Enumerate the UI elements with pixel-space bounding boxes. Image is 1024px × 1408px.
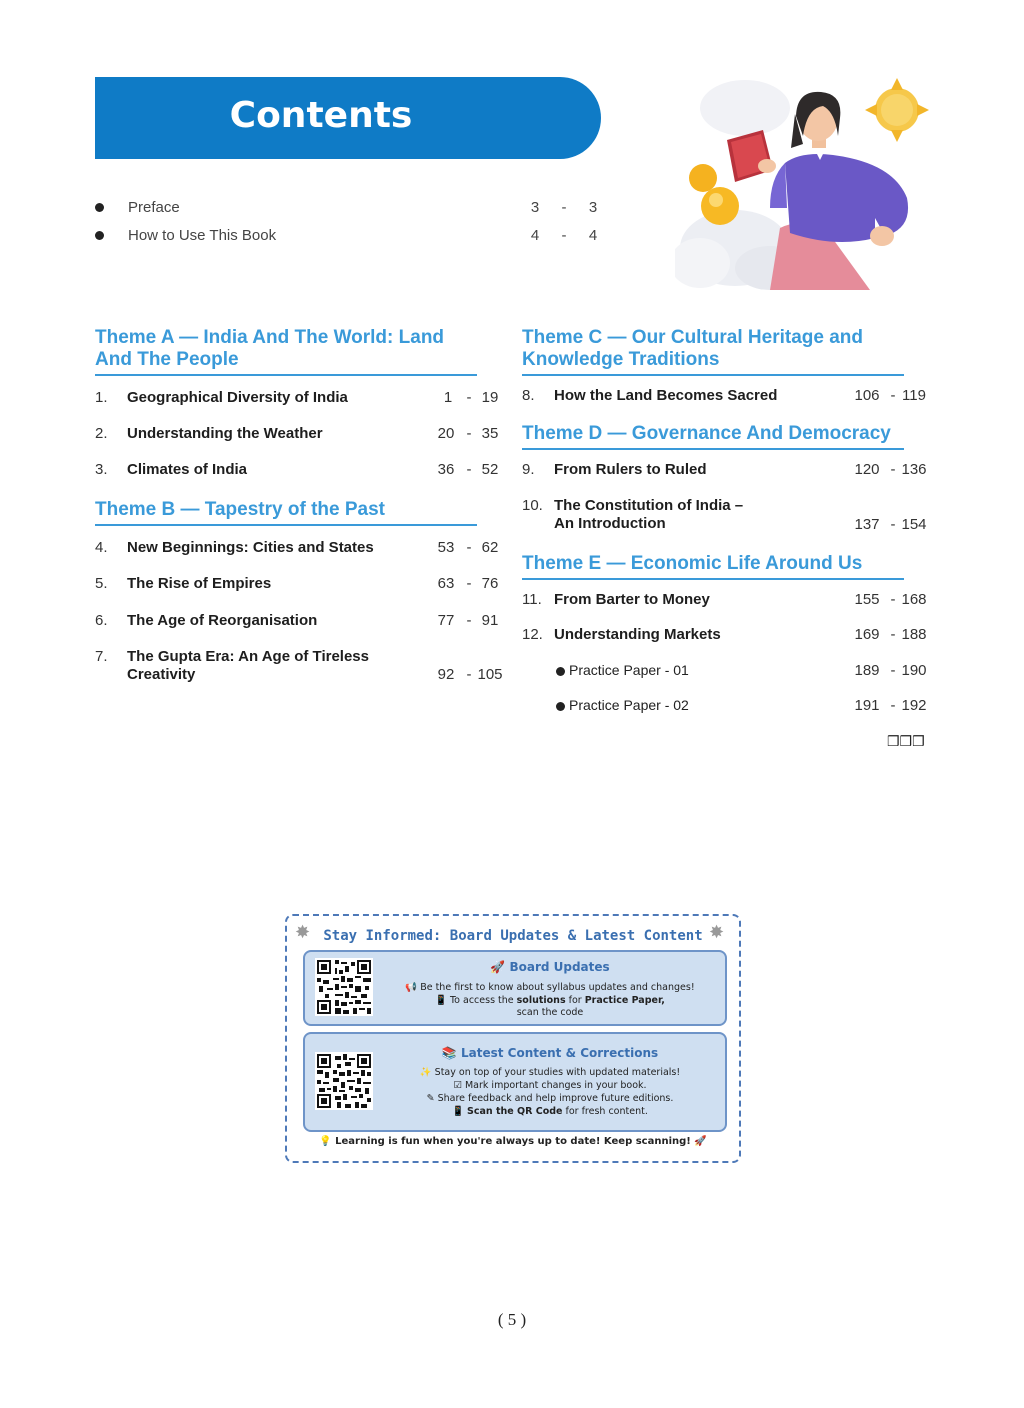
page-start: 4 — [530, 227, 540, 244]
chapter-row-11[interactable]: 11. From Barter to Money 155 - 168 — [522, 591, 927, 608]
page-end: 4 — [588, 227, 598, 244]
latest-content-card — [303, 1032, 727, 1132]
sun-icon — [865, 78, 929, 142]
prelim-row — [95, 195, 598, 221]
chapter-row-1[interactable]: 1. Geographical Diversity of India 1 - 19 — [95, 389, 499, 406]
party-popper-icon: ✸ — [295, 922, 311, 942]
practice-label: Practice Paper - 01 — [569, 662, 689, 678]
chapter-number: 4. — [95, 539, 108, 556]
contents-banner — [95, 77, 601, 159]
party-popper-icon: ✸ — [709, 922, 725, 942]
chapter-title: The Rise of Empires — [127, 575, 272, 592]
chapter-number: 6. — [95, 612, 108, 629]
theme-heading-c: Theme C — Our Cultural Heritage and Knowledge Traditions — [522, 327, 904, 376]
page-sep: - — [561, 227, 567, 244]
chapter-number: 1. — [95, 389, 108, 406]
card-text: ✨ Stay on top of your studies with updated materials! — [419, 1067, 681, 1078]
board-updates-card — [303, 950, 727, 1026]
bullet-icon — [95, 203, 104, 212]
card-text: 📢 Be the first to know about syllabus updates and changes! — [405, 982, 695, 993]
practice-paper-row[interactable]: Practice Paper - 01 189 - 190 — [522, 662, 928, 702]
page-title: Contents — [229, 95, 413, 136]
chapter-row-5[interactable]: 5. The Rise of Empires 63 - 76 — [95, 575, 499, 592]
chapter-title: From Barter to Money — [554, 591, 710, 608]
stay-informed-box — [285, 914, 741, 1163]
chapter-row-2[interactable]: 2. Understanding the Weather 20 - 35 — [95, 425, 499, 442]
chapter-row-12[interactable]: 12. Understanding Markets 169 - 188 — [522, 626, 927, 643]
chapter-title: Geographical Diversity of India — [127, 389, 348, 406]
prelim-label: How to Use This Book — [128, 227, 277, 244]
prelim-row — [95, 223, 598, 249]
chapter-number: 3. — [95, 461, 108, 478]
chapter-row-3[interactable]: 3. Climates of India 36 - 52 — [95, 461, 499, 478]
chapter-title: The Constitution of India – An Introduction — [554, 497, 744, 532]
theme-heading-d: Theme D — Governance And Democracy — [522, 423, 904, 450]
bullet-icon — [556, 667, 565, 676]
theme-heading-b: Theme B — Tapestry of the Past — [95, 499, 477, 526]
chapter-number: 12. — [522, 626, 543, 643]
chapter-title: The Gupta Era: An Age of Tireless Creativity — [127, 648, 369, 683]
page-sep: - — [561, 199, 567, 216]
chapter-number: 9. — [522, 461, 535, 478]
chapter-title: Understanding Markets — [554, 626, 721, 643]
chapter-number: 5. — [95, 575, 108, 592]
chapter-title: Understanding the Weather — [127, 425, 323, 442]
card-text: ☑ Mark important changes in your book. — [453, 1080, 647, 1091]
card-text: scan the code — [516, 1007, 584, 1018]
card-text: 📱 Scan the QR Code for fresh content. — [452, 1106, 648, 1117]
chapter-row-6[interactable]: 6. The Age of Reorganisation 77 - 91 — [95, 612, 499, 629]
chapter-number: 7. — [95, 648, 108, 665]
chapter-number: 2. — [95, 425, 108, 442]
chapter-row-7[interactable]: 7. The Gupta Era: An Age of Tireless Creativity 92 - 105 — [95, 648, 503, 683]
chapter-row-9[interactable]: 9. From Rulers to Ruled 120 - 136 — [522, 461, 927, 478]
teacher-reading-illustration — [675, 78, 930, 290]
prelim-label: Preface — [128, 199, 180, 216]
card-text: 📱 To access the solutions for Practice Paper, — [435, 995, 665, 1006]
chapter-number: 8. — [522, 387, 535, 404]
page-number: ( 5 ) — [497, 1310, 527, 1329]
page-start: 3 — [530, 199, 540, 216]
practice-label: Practice Paper - 02 — [569, 697, 689, 713]
latest-content-heading: 📚 Latest Content & Corrections — [441, 1046, 659, 1060]
page-end: 3 — [588, 199, 598, 216]
chapter-row-10[interactable]: 10. The Constitution of India – An Introduction 137 - 154 — [522, 497, 927, 533]
chapter-row-8[interactable]: 8. How the Land Becomes Sacred 106 - 119 — [522, 387, 926, 404]
bullet-icon — [556, 702, 565, 711]
card-text: ✎ Share feedback and help improve future editions. — [426, 1093, 674, 1104]
theme-heading-a: Theme A — India And The World: Land And The People — [95, 327, 477, 376]
info-box-title: Stay Informed: Board Updates & Latest Content — [323, 928, 703, 944]
chapter-title: How the Land Becomes Sacred — [554, 387, 778, 404]
chapter-row-4[interactable]: 4. New Beginnings: Cities and States 53 - 62 — [95, 539, 499, 556]
chapter-title: New Beginnings: Cities and States — [127, 539, 374, 556]
info-box-footer: 💡 Learning is fun when you're always up to date! Keep scanning! 🚀 — [319, 1136, 707, 1147]
bullet-icon — [95, 231, 104, 240]
chapter-title: Climates of India — [127, 461, 248, 478]
chapter-title: From Rulers to Ruled — [554, 461, 707, 478]
board-updates-heading: 🚀 Board Updates — [490, 960, 610, 974]
theme-heading-e: Theme E — Economic Life Around Us — [522, 553, 904, 580]
practice-paper-row[interactable]: Practice Paper - 02 191 - 192 — [522, 697, 928, 737]
chapter-number: 10. — [522, 497, 543, 514]
chapter-title: The Age of Reorganisation — [127, 612, 318, 629]
chapter-number: 11. — [522, 591, 542, 608]
qr-code-icon[interactable] — [315, 958, 373, 1016]
qr-code-icon[interactable] — [315, 1052, 373, 1110]
end-mark-icon: ❒❒❒ — [887, 733, 925, 749]
